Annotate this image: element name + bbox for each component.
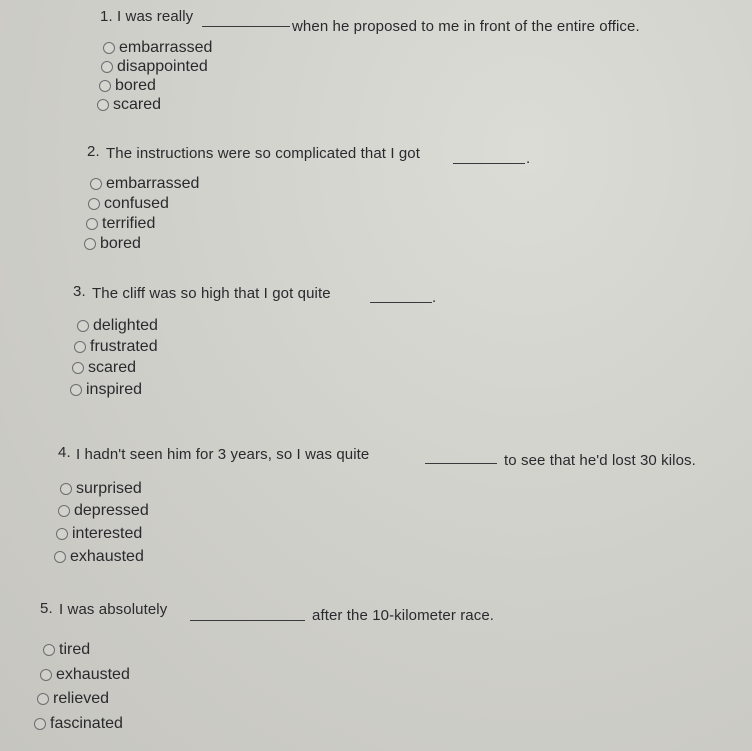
radio-icon[interactable] [77, 320, 89, 332]
radio-icon[interactable] [86, 218, 98, 230]
question-5-blank [190, 620, 305, 621]
radio-icon[interactable] [60, 483, 72, 495]
question-2-text-after: . [526, 150, 531, 167]
radio-icon[interactable] [37, 693, 49, 705]
question-3-number: 3. [73, 283, 86, 300]
question-4-text-before: I hadn't seen him for 3 years, so I was quite [76, 446, 370, 463]
radio-icon[interactable] [54, 551, 66, 563]
radio-icon[interactable] [70, 384, 82, 396]
radio-icon[interactable] [97, 99, 109, 111]
radio-icon[interactable] [90, 178, 102, 190]
question-3-text-after: . [432, 289, 437, 306]
radio-icon[interactable] [103, 42, 115, 54]
radio-icon[interactable] [40, 669, 52, 681]
radio-icon[interactable] [101, 61, 113, 73]
question-5-text-before: I was absolutely [59, 601, 168, 618]
radio-icon[interactable] [84, 238, 96, 250]
question-1-number: 1. [100, 8, 113, 25]
radio-icon[interactable] [99, 80, 111, 92]
radio-icon[interactable] [72, 362, 84, 374]
question-2-text-before: The instructions were so complicated that I got [106, 145, 421, 162]
radio-icon[interactable] [43, 644, 55, 656]
radio-icon[interactable] [56, 528, 68, 540]
radio-icon[interactable] [34, 718, 46, 730]
question-4-number: 4. [58, 444, 71, 461]
radio-icon[interactable] [58, 505, 70, 517]
question-2-blank [453, 163, 525, 164]
question-5-number: 5. [40, 600, 53, 617]
question-4-text-after: to see that he'd lost 30 kilos. [504, 452, 696, 469]
question-3-text-before: The cliff was so high that I got quite [92, 285, 331, 302]
question-1-text-after: when he proposed to me in front of the entire office. [292, 18, 640, 35]
question-3-blank [370, 302, 432, 303]
question-1-blank [202, 26, 290, 27]
question-1-text-before: I was really [117, 8, 194, 25]
radio-icon[interactable] [74, 341, 86, 353]
radio-icon[interactable] [88, 198, 100, 210]
question-4-blank [425, 463, 497, 464]
question-2-number: 2. [87, 143, 100, 160]
question-5-text-after: after the 10-kilometer race. [312, 607, 495, 624]
